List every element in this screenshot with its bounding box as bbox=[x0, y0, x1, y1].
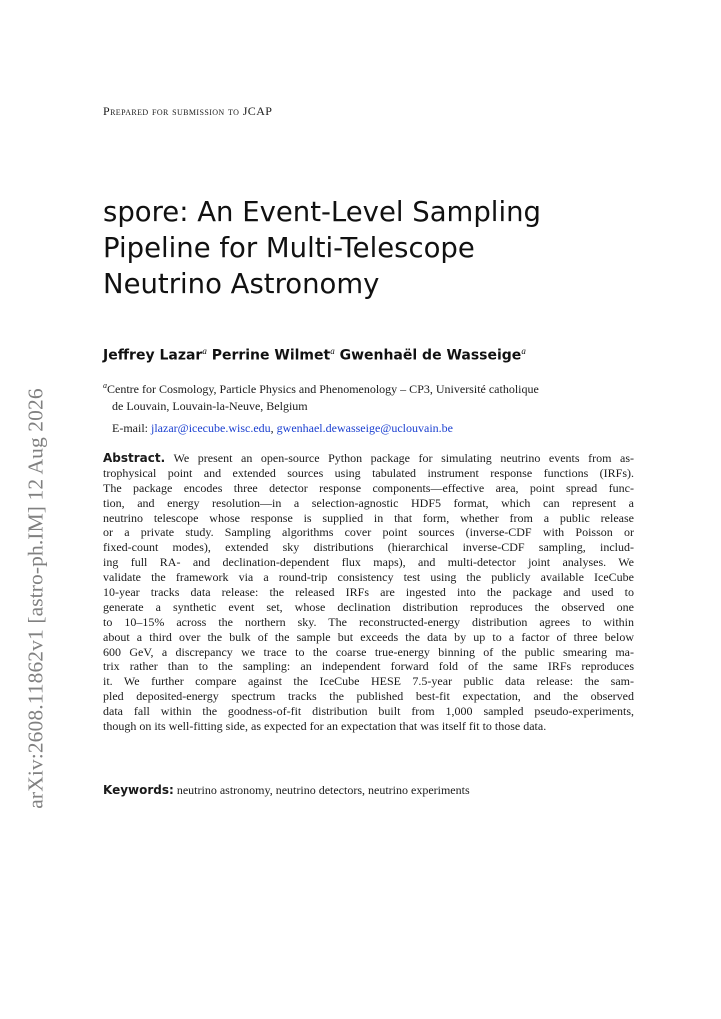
abstract-line: neutrino telescope whose response is supplied in that form, whether from a public release bbox=[103, 510, 634, 525]
title-line: spore: An Event-Level Sampling bbox=[103, 196, 541, 228]
author-name: Perrine Wilmet bbox=[211, 347, 331, 364]
abstract-line: to 10–15% across the northern sky. The reconstructed-energy distribution agrees to within bbox=[103, 614, 634, 629]
email-line bbox=[112, 421, 453, 436]
title-line: Pipeline for Multi-Telescope bbox=[103, 232, 475, 264]
abstract-line: trophysical point and extended sources using tabulated instrument response functions (IRFs). bbox=[103, 465, 634, 480]
affiliation-line: Centre for Cosmology, Particle Physics and Phenomenology – CP3, Université catholique bbox=[107, 382, 539, 396]
keywords-text: neutrino astronomy, neutrino detectors, neutrino experiments bbox=[176, 783, 470, 797]
affiliation-mark: a bbox=[103, 381, 107, 390]
affiliation bbox=[103, 378, 643, 414]
abstract-line: generate a synthetic event set, whose declination distribution reproduces the observed one bbox=[103, 599, 634, 614]
abstract-line: though on its well-fitting side, as expected for an expectation that was itself fit to those data. bbox=[103, 719, 547, 734]
affiliation-line: de Louvain, Louvain-la-Neuve, Belgium bbox=[112, 398, 308, 413]
abstract-heading: Abstract. bbox=[103, 451, 166, 465]
email-label: E-mail: bbox=[112, 421, 148, 435]
email-link[interactable]: jlazar@icecube.wisc.edu bbox=[151, 421, 271, 435]
author-affil-mark: a bbox=[330, 346, 335, 356]
abstract-line: or a private study. Sampling algorithms cover point sources (inverse-CDF with Poisson or bbox=[103, 525, 634, 540]
abstract-line: data fall within the goodness-of-fit distribution built from 1,000 sampled pseudo-experiments, bbox=[103, 704, 634, 719]
abstract-line: fixed-count modes), extended sky distributions (hierarchical inverse-CDF sampling, includ- bbox=[103, 540, 634, 555]
paper-title bbox=[103, 194, 663, 302]
email-link[interactable]: gwenhael.dewasseige@uclouvain.be bbox=[276, 421, 453, 435]
abstract-line: pled deposited-energy spectrum tracks the published best-fit expectation, and the observed bbox=[103, 689, 634, 704]
author-affil-mark: a bbox=[521, 346, 526, 356]
abstract-line: validate the framework via a round-trip consistency test using the publicly available IceCube bbox=[103, 570, 634, 585]
title-line: Neutrino Astronomy bbox=[103, 268, 380, 300]
author-affil-mark: a bbox=[202, 346, 207, 356]
abstract-line: about a third over the bulk of the sample but exceeds the data by up to a factor of three below bbox=[103, 629, 634, 644]
submission-note bbox=[103, 104, 272, 119]
keywords-heading: Keywords: bbox=[103, 783, 174, 797]
author-list bbox=[103, 346, 526, 364]
abstract-line: it. We further compare against the IceCube HESE 7.5-year public data release: the sam- bbox=[103, 674, 634, 689]
abstract-line: 600 GeV, a discrepancy we trace to the coarse true-energy binning of the public smearing ma- bbox=[103, 644, 634, 659]
email-separator: , bbox=[270, 421, 274, 435]
arxiv-stamp-text: arXiv:2608.11862v1 [astro-ph.IM] 12 Aug 2026 bbox=[23, 387, 48, 809]
abstract-line: tion, and energy resolution—in a selection-agnostic HDF5 format, which can represent a bbox=[103, 495, 634, 510]
author-name: Jeffrey Lazar bbox=[103, 347, 203, 364]
journal-name: JCAP bbox=[242, 104, 273, 118]
abstract-line: 10-year tracks data release: the released IRFs are ingested into the package and used to bbox=[103, 585, 634, 600]
abstract-line: We present an open-source Python package for simulating neutrino events from as- bbox=[173, 451, 634, 465]
prepared-prefix: Prepared for submission to bbox=[103, 104, 240, 118]
abstract bbox=[103, 451, 634, 734]
abstract-line: The package encodes three detector response components—effective area, point spread func- bbox=[103, 480, 634, 495]
keywords bbox=[103, 783, 470, 798]
abstract-line: trix rather than to the sampling: an independent forward fold of the same IRFs reproduces bbox=[103, 659, 634, 674]
abstract-line: ing full RA- and declination-dependent flux maps), and multi-detector joint analyses. We bbox=[103, 555, 634, 570]
author-name: Gwenhaël de Wasseige bbox=[339, 347, 522, 364]
arxiv-identifier-stamp bbox=[20, 358, 52, 838]
